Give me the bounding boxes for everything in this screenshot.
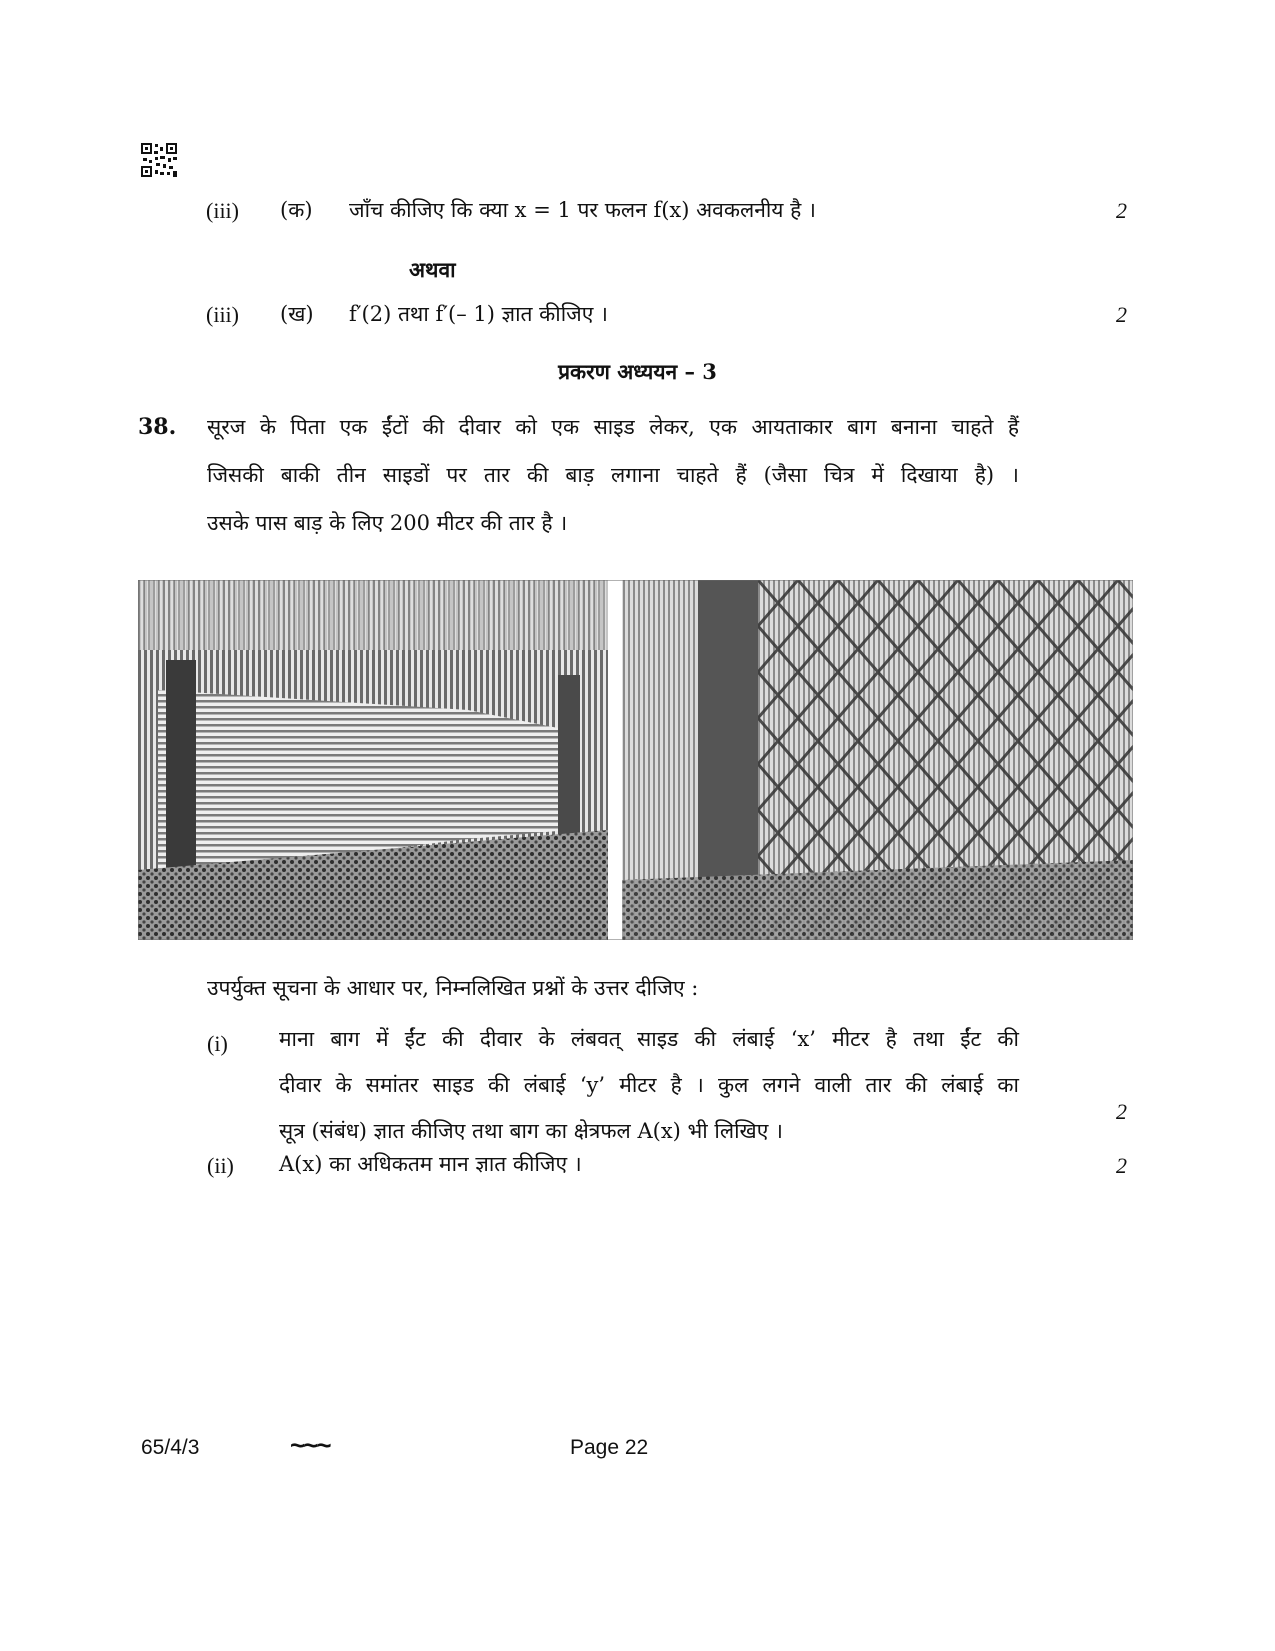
instruction-text: उपर्युक्त सूचना के आधार पर, निम्नलिखित प्रश्नों के उत्तर दीजिए : <box>207 976 699 1000</box>
footer-decoration: ~~~ <box>290 1430 330 1460</box>
part-ii-text: A(x) का अधिकतम मान ज्ञात कीजिए । <box>279 1152 582 1176</box>
marks: 2 <box>1116 1099 1127 1124</box>
page-number: Page 22 <box>570 1436 649 1459</box>
case-study-heading: प्रकरण अध्ययन – 3 <box>558 359 717 384</box>
option-label: (क) <box>280 198 313 222</box>
question-intro <box>207 403 1019 547</box>
question-number: 38. <box>138 414 177 440</box>
marks: 2 <box>1116 1153 1127 1178</box>
question-text: जाँच कीजिए कि क्या x = 1 पर फलन f(x) अवकलनीय है । <box>349 198 816 222</box>
or-separator: अथवा <box>409 257 456 282</box>
subpart-number: (ii) <box>207 1153 234 1178</box>
question-text: f′(2) तथा f′(– 1) ज्ञात कीजिए । <box>349 302 608 326</box>
part-i-line: सूत्र (संबंध) ज्ञात कीजिए तथा बाग का क्षेत्रफल A(x) भी लिखिए । <box>279 1119 783 1143</box>
brick-wall-and-wire-fence-photo <box>138 580 1133 940</box>
subpart-number: (iii) <box>206 198 239 223</box>
intro-line: जिसकी बाकी तीन साइडों पर तार की बाड़ लगाना चाहते हैं (जैसा चित्र में दिखाया है) । <box>207 463 1019 487</box>
intro-line: उसके पास बाड़ के लिए 200 मीटर की तार है । <box>207 511 568 535</box>
part-i-line: दीवार के समांतर साइड की लंबाई ‘y’ मीटर है । कुल लगने वाली तार की लंबाई का <box>279 1073 1019 1097</box>
marks: 2 <box>1116 198 1127 223</box>
subpart-number: (iii) <box>206 302 239 327</box>
option-label: (ख) <box>280 302 314 326</box>
part-i-text <box>279 1016 1019 1154</box>
part-i-line: माना बाग में ईंट की दीवार के लंबवत् साइड की लंबाई ‘x’ मीटर है तथा ईंट की <box>279 1027 1019 1051</box>
paper-code: 65/4/3 <box>141 1436 200 1459</box>
subpart-number: (i) <box>207 1031 228 1056</box>
intro-line: सूरज के पिता एक ईंटों की दीवार को एक साइड लेकर, एक आयताकार बाग बनाना चाहते हैं <box>207 415 1019 439</box>
marks: 2 <box>1116 302 1127 327</box>
qr-code-icon <box>140 142 178 178</box>
